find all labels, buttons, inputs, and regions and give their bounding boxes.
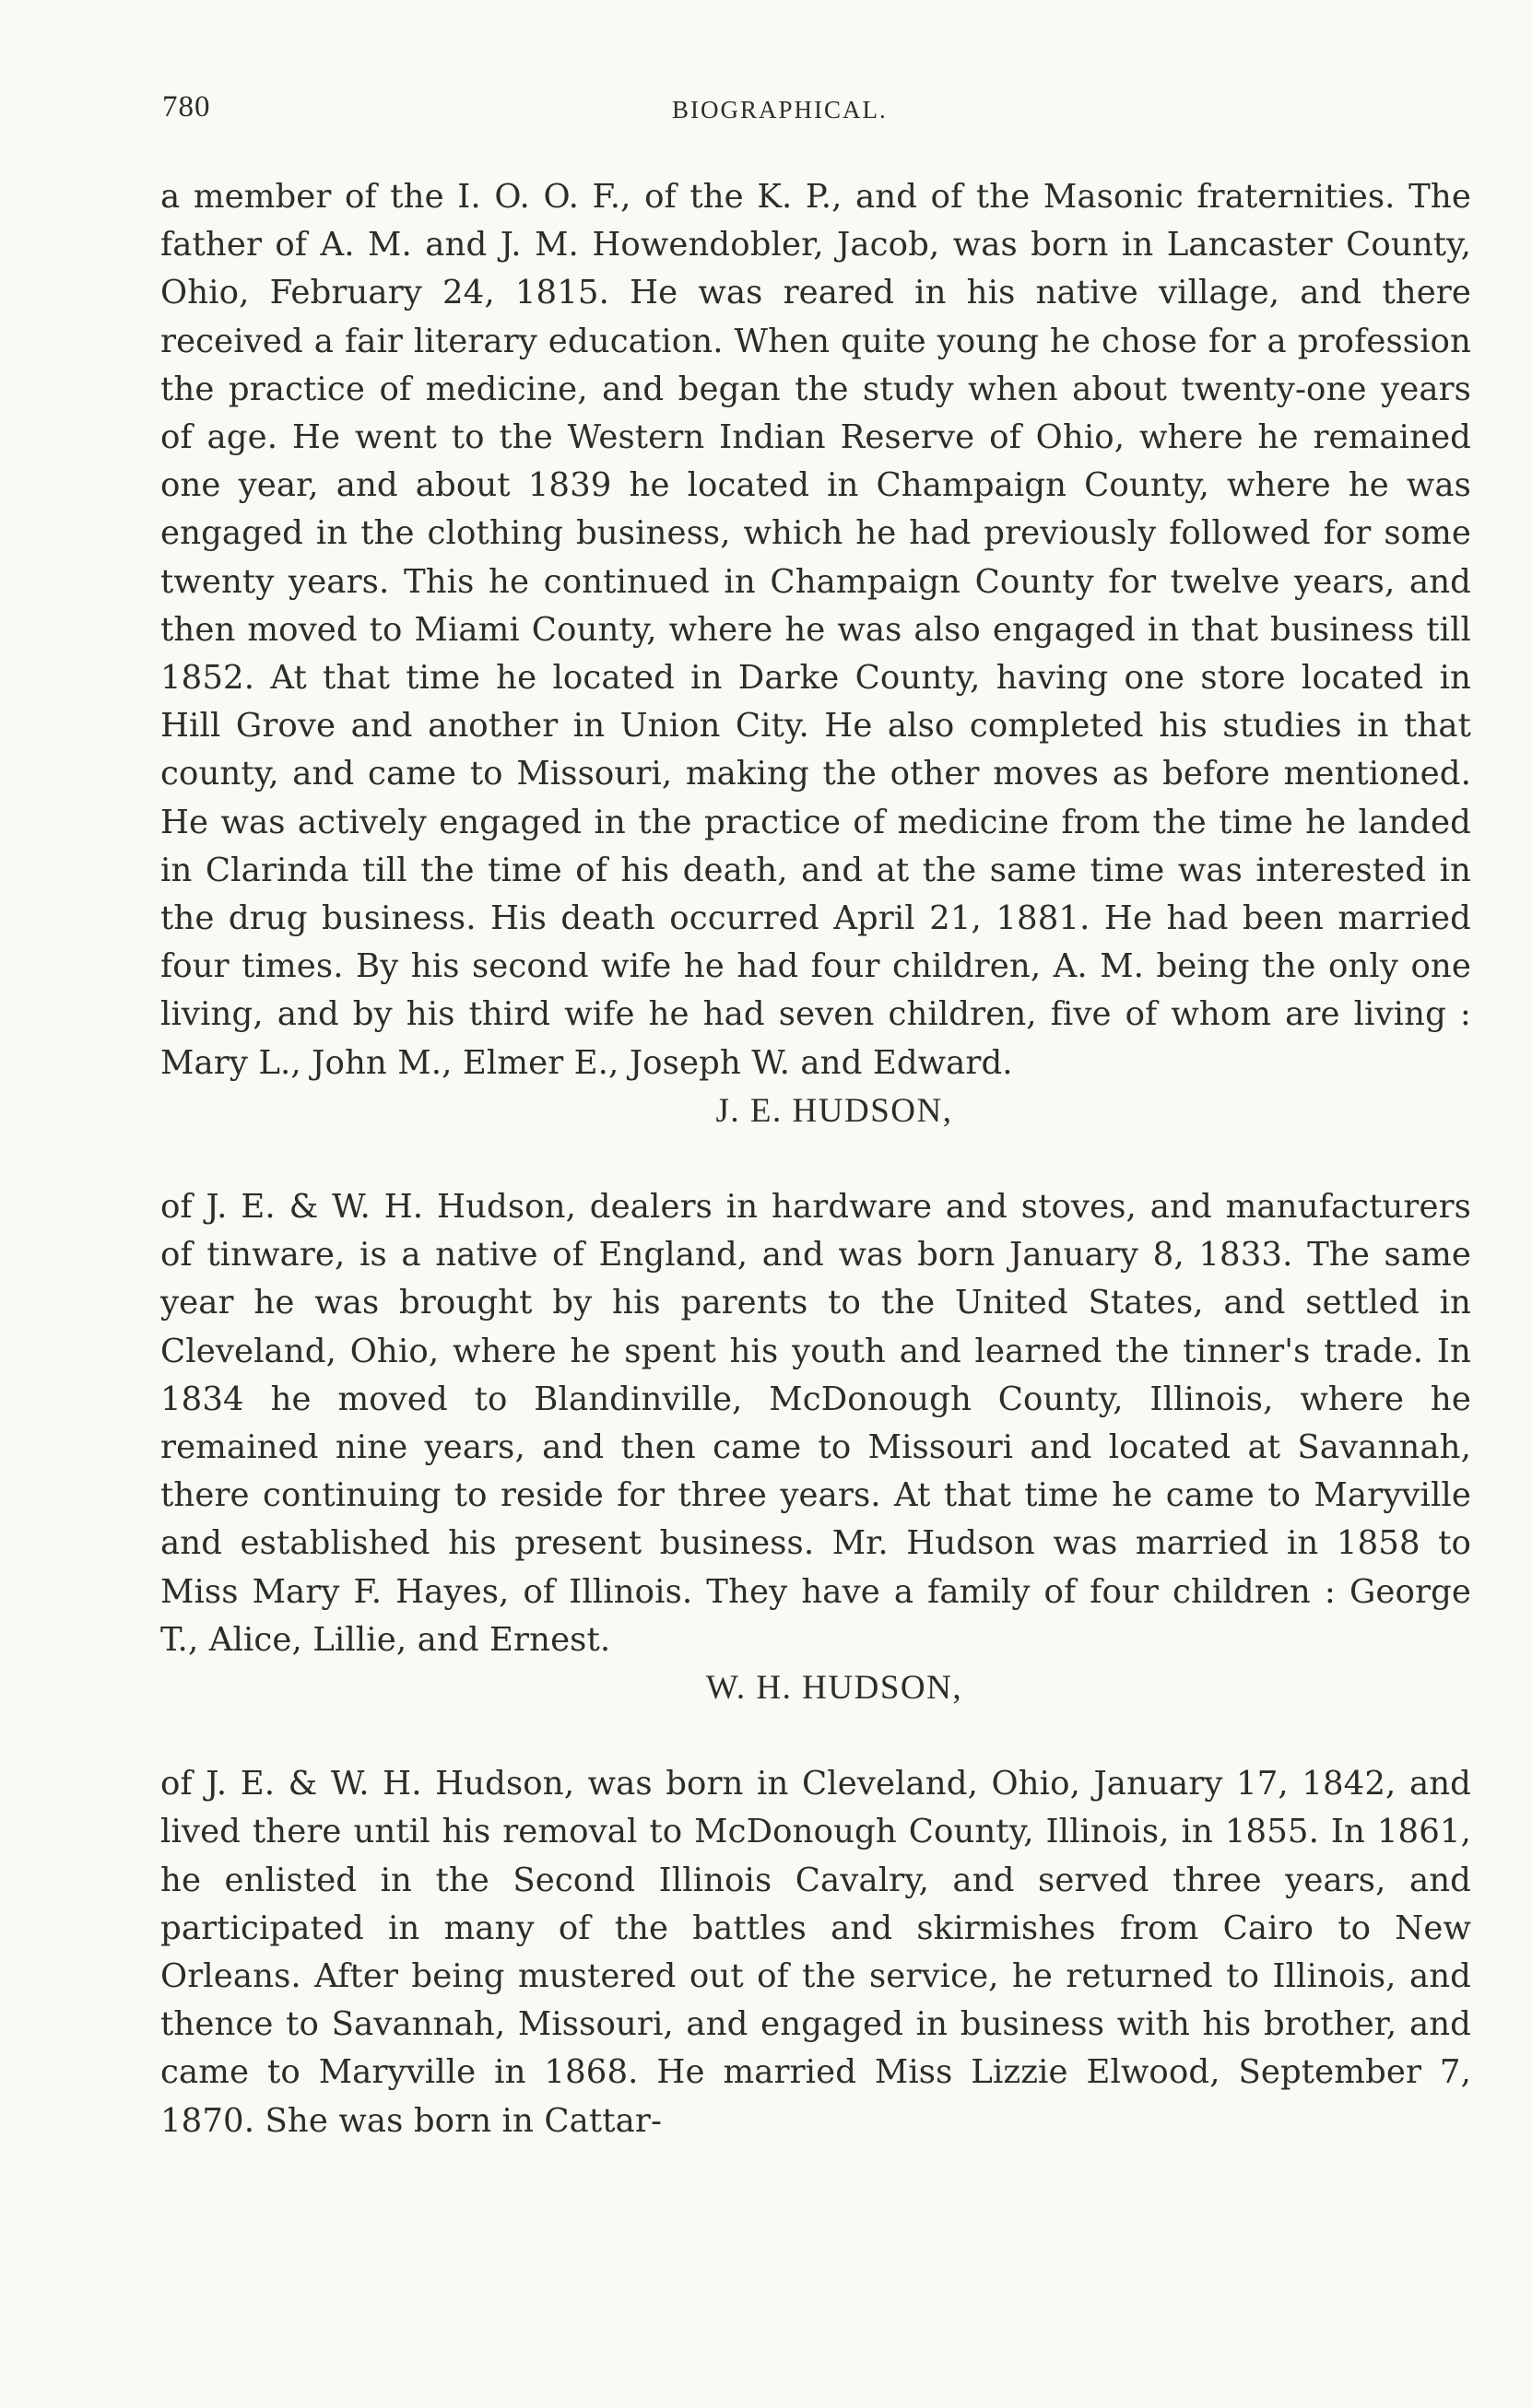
intro-paragraph: a member of the I. O. O. F., of the K. P., and of the Masonic fraternities. The father of A. M. and J. M. Howendobler, Jacob, was born in Lancaster County, Ohio, February 24, 1815. He was reared in his native village, and there received a fair literary education. When quite young he chose for a profession the practice of medicine, and began the study when about twenty-one years of age. He went to the Western Indian Reserve of Ohio, where he remained one year, and about 1839 he located in Champaign County, where he was engaged in the clothing business, which he had previously followed for some twenty years. This he continued in Champaign County for twelve years, and then moved to Miami County, where he was also engaged in that business till 1852. At that time he located in Darke County, having one store located in Hill Grove and another in Union City. He also completed his studies in that county, and came to Missouri, making the other moves as before mentioned. He was actively engaged in the practice of medicine from the time he landed in Clarinda till the time of his death, and at the same time was interested in the drug business. His death occurred April 21, 1881. He had been married four times. By his second wife he had four children, A. M. being the only one living, and by his third wife he had seven children, five of whom are living : Mary L., John M., Elmer E., Joseph W. and Edward. — [160, 178, 1471, 1082]
section-gap — [160, 1712, 1471, 1760]
body-text — [160, 173, 1471, 2145]
page-number: 780 — [162, 90, 211, 123]
wh-hudson-paragraph: of J. E. & W. H. Hudson, was born in Cleveland, Ohio, January 17, 1842, and lived there until his removal to McDonough County, Illinois, in 1855. In 1861, he enlisted in the Second Illinois Cavalry, and served three years, and participated in many of the battles and skirmishes from Cairo to New Orleans. After being mustered out of the service, he returned to Illinois, and thence to Savannah, Missouri, and engaged in business with his brother, and came to Maryville in 1868. He married Miss Lizzie Elwood, September 7, 1870. She was born in Cattar- — [160, 1765, 1471, 2140]
running-head: BIOGRAPHICAL. — [672, 96, 888, 123]
page-header — [160, 90, 1480, 136]
je-hudson-heading: J. E. HUDSON, — [715, 1091, 953, 1130]
je-hudson-paragraph: of J. E. & W. H. Hudson, dealers in hardware and stoves, and manufacturers of tinware, is a native of England, and was born January 8, 1833. The same year he was brought by his parents to the United States, and settled in Cleveland, Ohio, where he spent his youth and learned the tinner's trade. In 1834 he moved to Blandinville, McDonough County, Illinois, where he remained nine years, and then came to Missouri and located at Savannah, there continuing to reside for three years. At that time he came to Maryville and established his present business. Mr. Hudson was married in 1858 to Miss Mary F. Hayes, of Illinois. They have a family of four children : George T., Alice, Lillie, and Ernest. — [160, 1188, 1471, 1659]
wh-hudson-heading: W. H. HUDSON, — [705, 1669, 963, 1708]
section-gap — [160, 1135, 1471, 1183]
